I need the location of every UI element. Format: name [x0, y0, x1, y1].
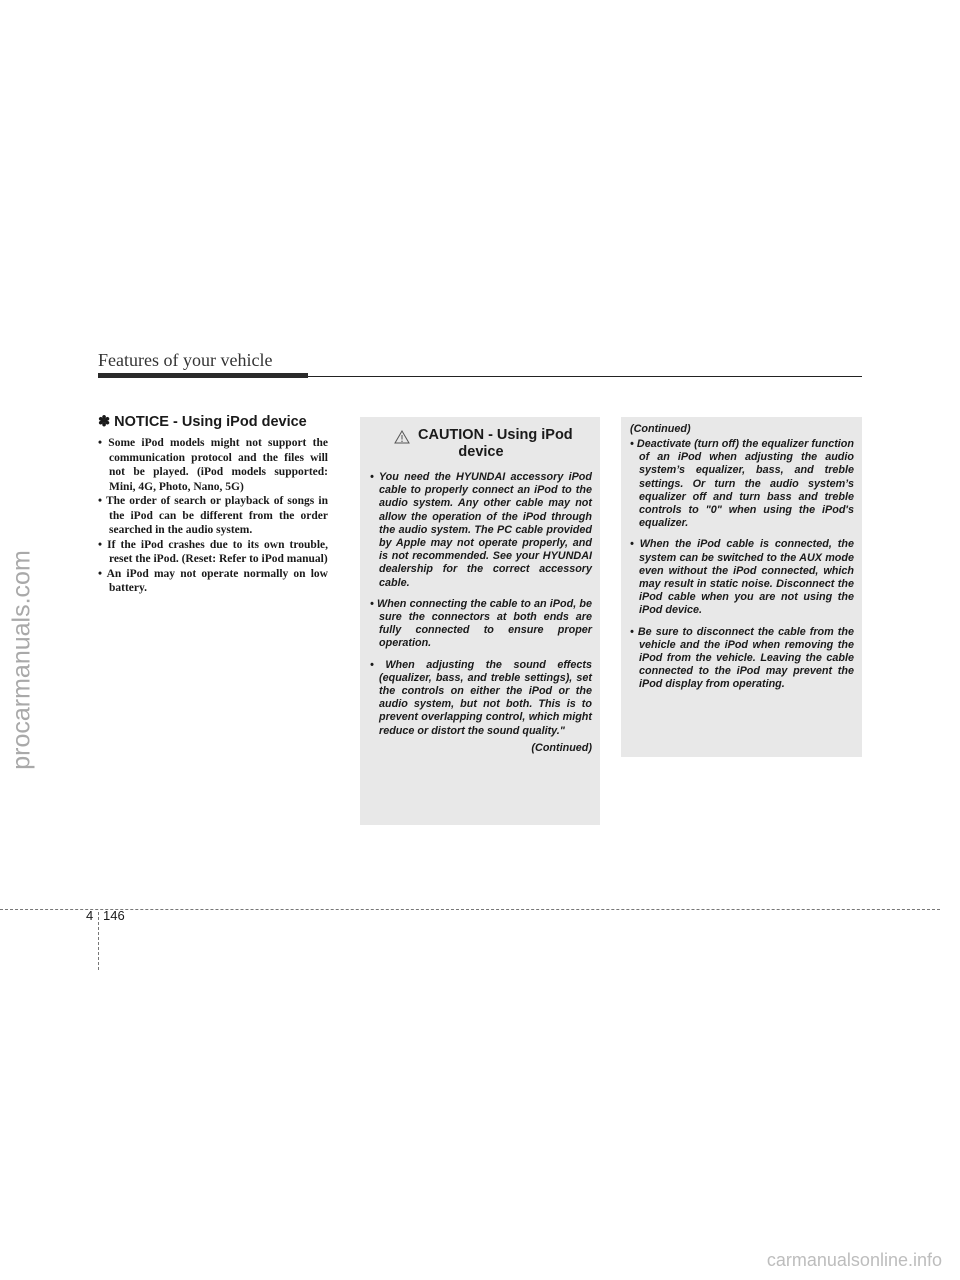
caution-title-line2: device: [458, 444, 504, 460]
caution-item: • When adjusting the sound effects (equalizer, bass, and treble settings), set the controls on either the iPod or the audio system, but not both. This is to prevent overlapping control, which might reduce or distort the sound quality.": [370, 659, 592, 738]
section-title: Features of your vehicle: [98, 350, 273, 370]
notice-item: • An iPod may not operate normally on low battery.: [98, 567, 328, 596]
notice-item: • Some iPod models might not support the communication protocol and the files will not be played. (iPod models supported: Mini, 4G, Photo, Nano, 5G): [98, 436, 328, 494]
caution-box: [360, 417, 600, 825]
notice-item: • The order of search or playback of songs in the iPod can be different from the order searched in the audio system.: [98, 494, 328, 538]
notice-column: [98, 414, 328, 596]
continued-item: • Be sure to disconnect the cable from the vehicle and the iPod when removing the iPod from the vehicle. Leaving the cable connected to the iPod may prevent the iPod display from operating.: [630, 626, 854, 692]
page-number: 146: [103, 908, 125, 923]
caution-item: • When connecting the cable to an iPod, be sure the connectors at both ends are fully connected to ensure proper operation.: [370, 598, 592, 651]
caution-list: [370, 471, 592, 738]
continued-label: (Continued): [531, 741, 592, 754]
chapter-number: 4: [86, 908, 94, 923]
bottom-watermark: carmanualsonline.info: [766, 1250, 942, 1270]
side-watermark: [2, 540, 42, 780]
notice-list: [98, 436, 328, 596]
footer-rule: [0, 909, 940, 910]
caution-item: • You need the HYUNDAI accessory iPod cable to properly connect an iPod to the audio system. Any other cable may not allow the operation of the iPod through the audio system. The PC cable provided by Apple may not operate properly, and is not recommended. See your HYUNDAI dealership for the correct accessory cable.: [370, 471, 592, 590]
continued-box: [621, 417, 862, 757]
continued-item: • Deactivate (turn off) the equalizer function of an iPod when adjusting the audio system’s equalizer, bass, and treble settings. Or turn the audio system’s equalizer off and turn bass and treble controls to "0" when using the iPod's equalizer.: [630, 438, 854, 530]
continued-list: [630, 438, 854, 692]
notice-item: • If the iPod crashes due to its own trouble, reset the iPod. (Reset: Refer to iPod manual): [98, 538, 328, 567]
caution-title: CAUTION - Using iPod: [418, 427, 573, 443]
side-watermark-text: procarmanuals.com: [7, 550, 36, 770]
footer-divider: [98, 912, 99, 970]
continued-item: • When the iPod cable is connected, the system can be switched to the AUX mode even without the iPod connected, which may result in static noise. Disconnect the iPod cable when you are not using the iPod device.: [630, 538, 854, 617]
caution-heading: [370, 427, 592, 463]
notice-title: ✽ NOTICE - Using iPod device: [98, 414, 307, 430]
warning-triangle-icon: [394, 430, 410, 444]
header-rule-accent: [98, 373, 308, 378]
continued-label: (Continued): [630, 423, 691, 435]
